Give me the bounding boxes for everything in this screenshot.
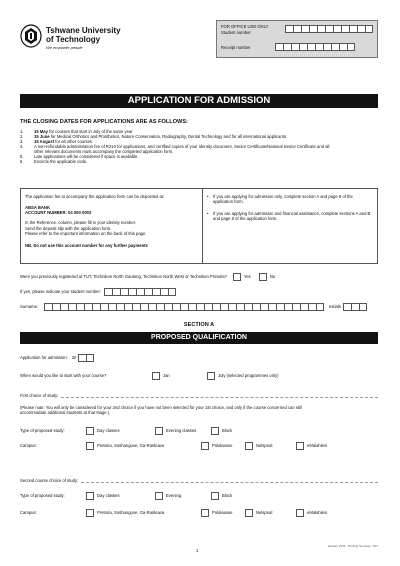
no-checkbox[interactable]: [259, 273, 267, 281]
first-choice-row: [20, 393, 378, 398]
university-crest-icon: [20, 24, 42, 48]
campus-nelspruit-checkbox[interactable]: [245, 442, 253, 450]
campus-pretoria-label: Pretoria, Soshanguve, Ga-Rankuwa: [97, 443, 165, 449]
campus-polokwane-checkbox[interactable]: [201, 442, 209, 450]
block-label-2: Block: [222, 493, 233, 499]
campus-emalahleni-label-2: eMalahleni: [307, 510, 328, 516]
fee-line3: Please refer to the important information on the back of this page.: [25, 231, 147, 236]
choice-note: (Please note: You will only be considered for your 2nd choice if you have not been selected for your 1st choice, and only if the course concerned can still accommodate additional students at that stage.): [20, 405, 302, 416]
surname-row: [20, 303, 367, 311]
section-a-label: SECTION A: [183, 322, 215, 328]
closing-item: 4. A non-refundable administration fee of R210 for applications, and certified copies of your identity document, Senior Certificate/National Senior Certificate and all other relevant documents must accompany the completed application form.: [20, 144, 330, 155]
first-choice-input[interactable]: [61, 393, 378, 398]
application-year-row: [20, 354, 94, 362]
previous-question: Were you previously registered at TUT, Technikon North Gauteng, Technikon North West or Technikon Pretoria?: [20, 274, 227, 280]
closing-item: 6. Encircle the applicable code.: [20, 159, 88, 164]
second-choice-input[interactable]: [81, 478, 378, 483]
campus-nelspruit-label: Nelspruit: [256, 443, 273, 449]
campus-emalahleni-checkbox[interactable]: [296, 442, 304, 450]
page-title: APPLICATION FOR ADMISSION: [20, 94, 378, 108]
closing-item: 1. 15 May for courses that start in July of the same year: [20, 129, 133, 134]
closing-dates-list: [20, 129, 378, 164]
university-logo: [20, 24, 42, 48]
yes-label: Yes: [243, 274, 251, 280]
campus-emalahleni-label: eMalahleni: [307, 443, 328, 449]
bank-name: ABSA BANK: [25, 205, 50, 210]
campus-label: Campus:: [20, 443, 37, 449]
fee-intro: The application fee to accompany the application form can be deposited at:: [25, 194, 165, 199]
second-choice-label: Second course choice of study:: [20, 478, 79, 483]
student-number-row: [20, 288, 176, 296]
no-label: No: [269, 274, 276, 280]
study-type-label: Type of proposed study:: [20, 428, 65, 434]
office-student-number-label: Student number: [221, 30, 251, 35]
study-type-label-2: Type of proposed study:: [20, 493, 65, 499]
campus-row-2: [20, 509, 327, 517]
block-checkbox[interactable]: [211, 427, 219, 435]
tagline: We empower people: [46, 45, 83, 50]
bullet-1: • If you are applying for admission only, complete section A and page 8 of the application form.: [207, 194, 353, 205]
campus-pretoria-checkbox[interactable]: [86, 442, 94, 450]
study-type-row-2: [20, 492, 232, 500]
day-classes-label: Day classes: [97, 428, 120, 434]
day-classes-checkbox-2[interactable]: [86, 492, 94, 500]
block-label: Block: [222, 428, 233, 434]
surname-input[interactable]: [44, 303, 324, 311]
printing-info: January 2011 - Printing Services, TUT: [327, 544, 378, 548]
start-question: When would you like to start with your course?: [20, 373, 107, 379]
office-receipt-number-boxes[interactable]: [275, 43, 355, 51]
campus-polokwane-label-2: Polokwane: [212, 510, 233, 516]
page-number: 1: [196, 548, 199, 553]
campus-polokwane-label: Polokwane: [212, 443, 233, 449]
first-choice-label: First choice of study:: [20, 393, 59, 398]
yes-checkbox[interactable]: [233, 273, 241, 281]
initials-input[interactable]: [343, 303, 367, 311]
account-number: ACCOUNT NUMBER: 04 000 0003: [25, 210, 92, 215]
university-name-line1: Tshwane University: [46, 26, 121, 35]
student-number-label: If yes, please indicate your student number:: [20, 289, 102, 295]
july-checkbox[interactable]: [207, 372, 215, 380]
day-classes-label-2: Day classes: [97, 493, 120, 499]
fee-note: NB. Do not use this account number for any further payments: [25, 243, 148, 248]
campus-label-2: Campus:: [20, 510, 37, 516]
previous-registration-row: [20, 273, 275, 281]
closing-item: 3. 15 August for all other courses.: [20, 139, 94, 144]
fee-line2: Send the deposit slip with the application form.: [25, 226, 112, 231]
evening-classes-label: Evening classes: [166, 428, 197, 434]
jan-checkbox[interactable]: [152, 372, 160, 380]
bullet-2: • If you are applying for admission and financial assistance, complete sections A and B and page 8 of the application form.: [207, 211, 371, 222]
campus-nelspruit-label-2: Nelspruit: [256, 510, 273, 516]
start-row: [20, 372, 279, 380]
initials-label: Initials: [329, 304, 341, 310]
closing-item: 5. Late applications will be considered if space is available.: [20, 154, 139, 159]
surname-label: Surname:: [20, 304, 39, 310]
campus-row-1: [20, 442, 327, 450]
closing-dates-heading: THE CLOSING DATES FOR APPLICATIONS ARE AS FOLLOWS:: [20, 119, 188, 125]
second-choice-row: [20, 478, 378, 483]
campus-polokwane-checkbox-2[interactable]: [201, 509, 209, 517]
fee-info-box: [20, 188, 378, 264]
campus-emalahleni-checkbox-2[interactable]: [296, 509, 304, 517]
block-checkbox-2[interactable]: [211, 492, 219, 500]
office-use-box: [216, 20, 378, 58]
campus-pretoria-label-2: Pretoria, Soshanguve, Ga-Rankuwa: [97, 510, 165, 516]
university-name-line2: of Technology: [46, 35, 101, 44]
year-input[interactable]: [78, 354, 94, 362]
campus-nelspruit-checkbox-2[interactable]: [245, 509, 253, 517]
office-receipt-number-label: Receipt number: [221, 45, 251, 50]
evening-checkbox-2[interactable]: [155, 492, 163, 500]
closing-item: 2. 15 June for Medical Orthotics and Prosthetics, Nature Conservation, Radiography, Dental Technology and for all international applicants.: [20, 134, 288, 139]
jan-label: Jan: [163, 373, 170, 379]
office-use-label: FOR OFFICE USE ONLY: [221, 24, 269, 29]
office-student-number-boxes[interactable]: [285, 25, 373, 33]
july-label: July (selected programmes only): [218, 373, 279, 379]
evening-classes-checkbox[interactable]: [155, 427, 163, 435]
student-number-input[interactable]: [104, 288, 176, 296]
day-classes-checkbox[interactable]: [86, 427, 94, 435]
study-type-row-1: [20, 427, 232, 435]
application-for-label: Application for admission:: [20, 355, 68, 361]
proposed-qualification-bar: PROPOSED QUALIFICATION: [20, 332, 378, 344]
fee-line1: In the Reference. column, please fill in your identity number.: [25, 220, 137, 225]
evening-label-2: Evening: [166, 493, 182, 499]
campus-pretoria-checkbox-2[interactable]: [86, 509, 94, 517]
year-prefix: 20: [71, 355, 77, 361]
